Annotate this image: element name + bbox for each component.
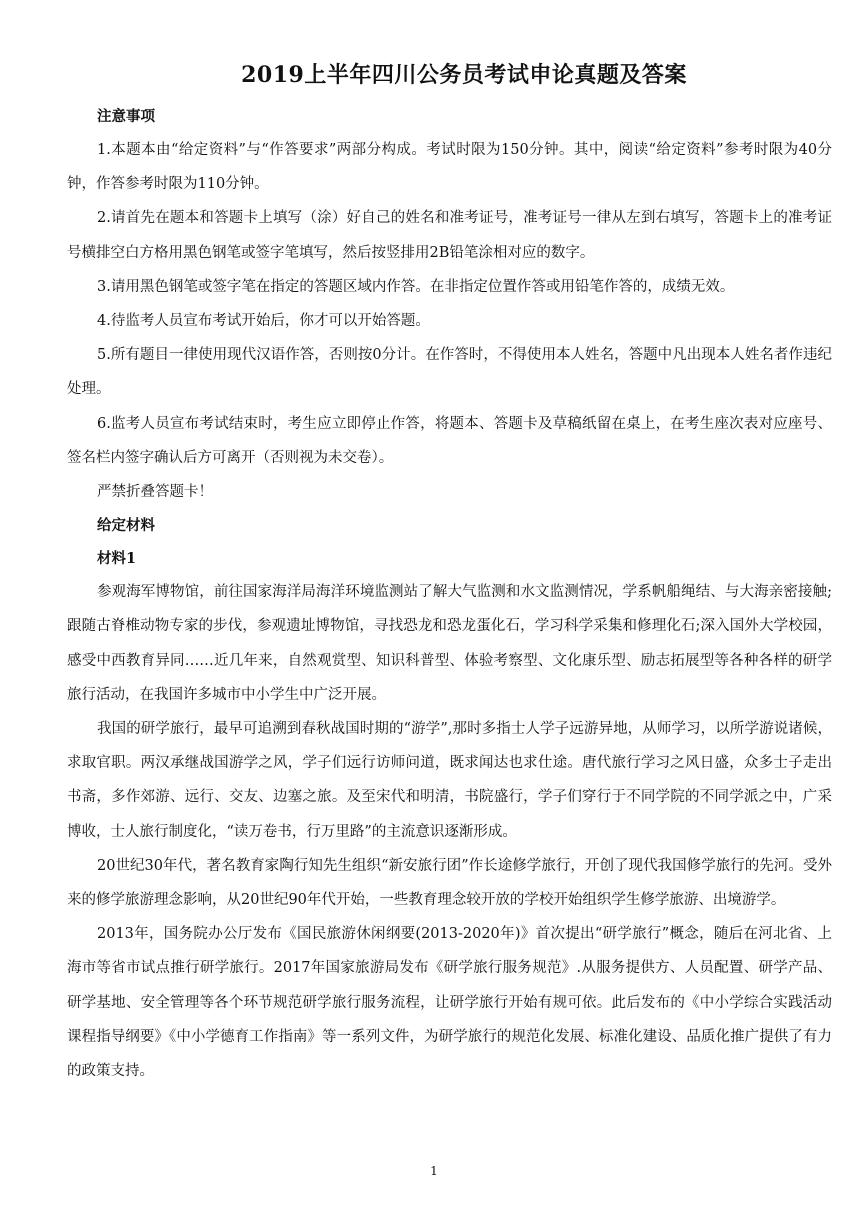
document-body — [67, 100, 832, 1088]
document-title: 2019上半年四川公务员考试申论真题及答案 — [241, 62, 687, 88]
notice-item: 3.请用黑色钢笔或签字笔在指定的答题区域内作答。在非指定位置作答或用铅笔作答的，成绩无效。 — [97, 278, 735, 295]
material1-heading: 材料1 — [97, 550, 137, 568]
notice-item: 5.所有题目一律使用现代汉语作答，否则按0分计。在作答时，不得使用本人姓名，答题中凡出现本人姓名者作违纪处理。 — [67, 347, 832, 398]
material1-paragraph: 参观海军博物馆，前往国家海洋局海洋环境监测站了解大气监测和水文监测情况，学系帆船绳结、与大海亲密接触;跟随古脊椎动物专家的步伐，参观遗址博物馆，寻找恐龙和恐龙蛋化石，学习科学采集和修理化石;深入国外大学校园，感受中西教育异同……近几年来，自然观赏型、知识科普型、体验考察型、文化康乐型、励志拓展型等各种各样的研学旅行活动，在我国许多城市中小学生中广泛开展。 — [67, 584, 832, 703]
material1-paragraph: 20世纪30年代，著名教育家陶行知先生组织“新安旅行团”作长途修学旅行，开创了现代我国修学旅行的先河。受外来的修学旅游理念影响，从20世纪90年代开始，一些教育理念较开放的学校开始组织学生修学旅游、出境游学。 — [67, 857, 832, 909]
notice-item: 6.监考人员宣布考试结束时，考生应立即停止作答，将题本、答题卡及草稿纸留在桌上，在考生座次表对应座号、签名栏内签字确认后方可离开（否则视为未交卷）。 — [67, 415, 832, 466]
page-number: 1 — [430, 1164, 438, 1178]
material1-paragraph: 2013年，国务院办公厅发布《国民旅游休闲纲要(2013-2020年)》首次提出“研学旅行”概念，随后在河北省、上海市等省市试点推行研学旅行。2017年国家旅游局发布《研学旅行服务规范》.从服务提供方、人员配置、研学产品、研学基地、安全管理等各个环节规范研学旅行服务流程，让研学旅行开始有规可依。此后发布的《中小学综合实践活动课程指导纲要》《中小学德育工作指南》等一系列文件，为研学旅行的规范化发展、标准化建设、品质化推广提供了有力的政策支持。 — [67, 926, 832, 1080]
material1-paragraph: 我国的研学旅行，最早可追溯到春秋战国时期的“游学”,那时多指士人学子远游异地，从师学习，以所学游说诸候，求取官职。两汉承继战国游学之风，学子们远行访师问道，既求闻达也求仕途。唐代旅行学习之风日盛，众多士子走出书斋，多作郊游、远行、交友、边塞之旅。及至宋代和明清，书院盛行，学子们穿行于不同学院的不同学派之中，广采博收，士人旅行制度化，“读万卷书，行万里路”的主流意识逐渐形成。 — [67, 721, 832, 840]
notice-item: 4.待监考人员宣布考试开始后，你才可以开始答题。 — [97, 313, 430, 330]
notice-warning: 严禁折叠答题卡！ — [97, 484, 213, 501]
materials-heading: 给定材料 — [97, 517, 155, 535]
notice-heading: 注意事项 — [97, 108, 155, 125]
notice-item: 2.请首先在题本和答题卡上填写（涂）好自己的姓名和准考证号，准考证号一律从左到右填写，答题卡上的准考证号横排空白方格用黑色钢笔或签字笔填写，然后按竖排用2B铅笔涂相对应的数字。 — [67, 210, 832, 261]
notice-item: 1.本题本由“给定资料”与“作答要求”两部分构成。考试时限为150分钟。其中，阅读“给定资料”参考时限为40分钟，作答参考时限为110分钟。 — [67, 142, 832, 193]
